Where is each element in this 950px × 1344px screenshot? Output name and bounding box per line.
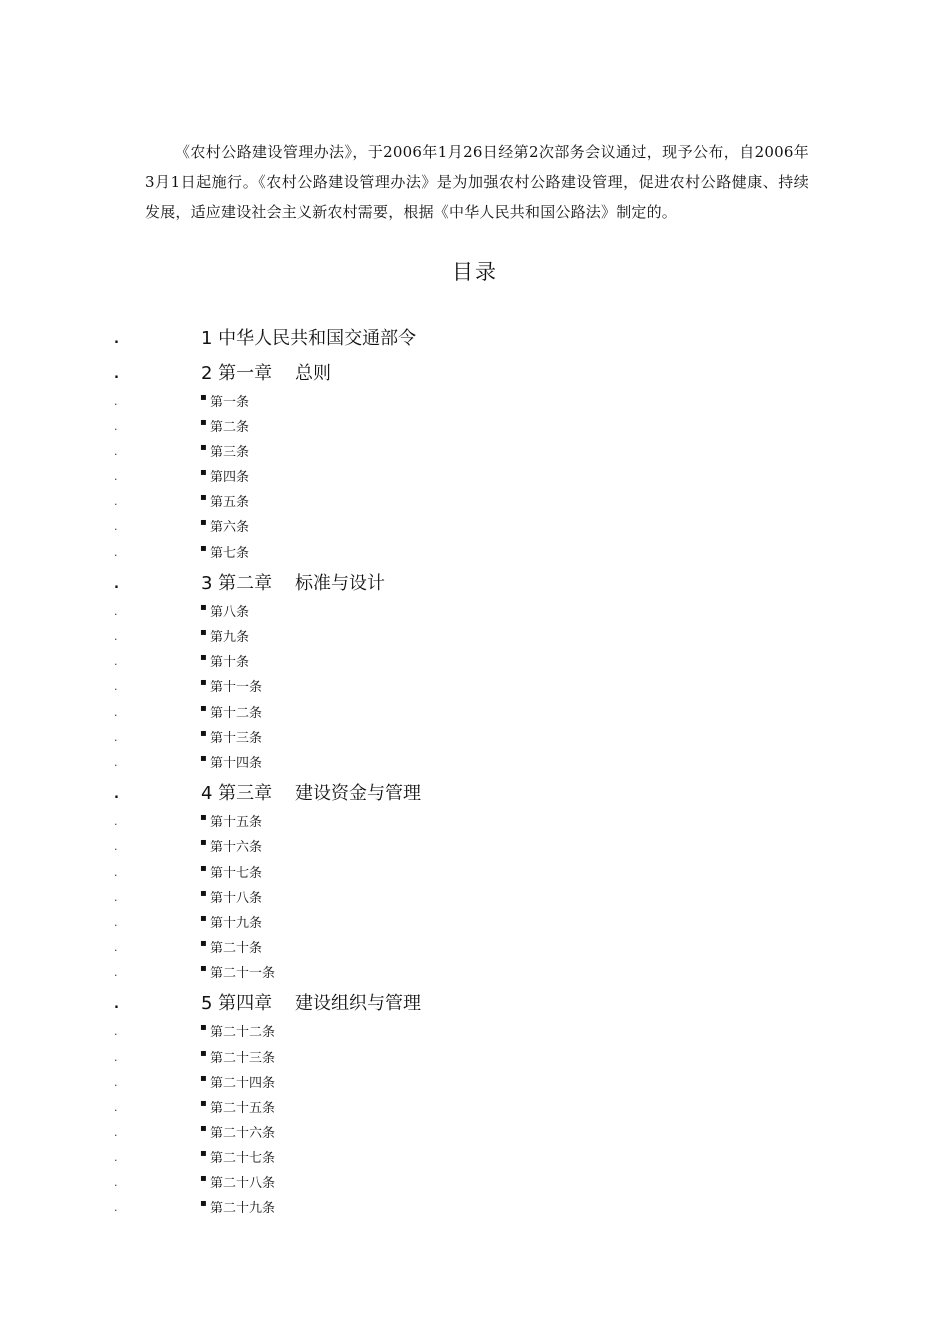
leader-dot: .	[114, 890, 118, 904]
toc-article-item[interactable]	[0, 487, 950, 512]
bullet-icon: ▪	[200, 962, 207, 974]
toc-article-item[interactable]	[0, 723, 950, 748]
leader-dot: .	[114, 605, 118, 619]
leader-dot: .	[114, 495, 118, 509]
toc-article-item[interactable]	[0, 908, 950, 933]
leader-dot: .	[114, 470, 118, 484]
bullet-icon: ▪	[200, 702, 207, 714]
leader-dot: .	[114, 1125, 118, 1139]
toc-article-item[interactable]	[0, 597, 950, 622]
toc-article-label: 第二十二条	[210, 1025, 276, 1041]
bullet-icon: ▪	[200, 417, 207, 429]
toc-article-label: 第十七条	[210, 865, 263, 881]
toc-article-label: 第二十七条	[210, 1150, 276, 1166]
toc-article-item[interactable]	[0, 1193, 950, 1218]
leader-dot: .	[114, 996, 119, 1012]
toc-article-label: 第五条	[210, 495, 250, 511]
toc-article-label: 第十九条	[210, 915, 263, 931]
toc-article-label: 第十五条	[210, 815, 263, 831]
leader-dot: .	[114, 730, 118, 744]
toc-article-label: 第十四条	[210, 755, 263, 771]
leader-dot: .	[114, 786, 119, 802]
bullet-icon: ▪	[200, 677, 207, 689]
toc-chapter-label: 5 第四章 建设组织与管理	[201, 992, 422, 1014]
toc-title: 目录	[452, 260, 498, 284]
toc-article-item[interactable]	[0, 807, 950, 832]
toc-article-label: 第十三条	[210, 730, 263, 746]
toc-chapter-label: 3 第二章 标准与设计	[201, 572, 386, 594]
toc-chapter-item[interactable]	[0, 773, 950, 808]
toc-article-item[interactable]	[0, 437, 950, 462]
toc-article-item[interactable]	[0, 412, 950, 437]
bullet-icon: ▪	[200, 862, 207, 874]
toc-article-item[interactable]	[0, 858, 950, 883]
bullet-icon: ▪	[200, 467, 207, 479]
leader-dot: .	[114, 520, 118, 534]
bullet-icon: ▪	[200, 1022, 207, 1034]
toc-article-label: 第二十条	[210, 940, 263, 956]
bullet-icon: ▪	[200, 752, 207, 764]
bullet-icon: ▪	[200, 1198, 207, 1210]
toc-article-item[interactable]	[0, 883, 950, 908]
leader-dot: .	[114, 445, 118, 459]
bullet-icon: ▪	[200, 627, 207, 639]
toc-article-item[interactable]	[0, 933, 950, 958]
bullet-icon: ▪	[200, 1147, 207, 1159]
toc-chapter-item[interactable]	[0, 563, 950, 598]
leader-dot: .	[114, 366, 119, 382]
toc-article-label: 第十一条	[210, 680, 263, 696]
toc-article-label: 第六条	[210, 520, 250, 536]
toc-article-item[interactable]	[0, 387, 950, 412]
toc-article-item[interactable]	[0, 1118, 950, 1143]
toc-article-item[interactable]	[0, 958, 950, 983]
leader-dot: .	[114, 940, 118, 954]
bullet-icon: ▪	[200, 1072, 207, 1084]
toc-chapter-item[interactable]	[0, 353, 950, 388]
bullet-icon: ▪	[200, 812, 207, 824]
toc-chapter-label: 1 中华人民共和国交通部令	[201, 328, 417, 349]
toc-article-item[interactable]	[0, 832, 950, 857]
bullet-icon: ▪	[200, 837, 207, 849]
leader-dot: .	[114, 1150, 118, 1164]
bullet-icon: ▪	[200, 517, 207, 529]
leader-dot: .	[114, 840, 118, 854]
toc-article-label: 第二十九条	[210, 1201, 276, 1217]
leader-dot: .	[114, 815, 118, 829]
toc-article-label: 第十二条	[210, 705, 263, 721]
toc-chapter-label: 4 第三章 建设资金与管理	[201, 782, 422, 804]
toc-chapter-item[interactable]	[0, 983, 950, 1018]
leader-dot: .	[114, 705, 118, 719]
bullet-icon: ▪	[200, 602, 207, 614]
toc-article-item[interactable]	[0, 1017, 950, 1042]
toc-article-label: 第二十八条	[210, 1176, 276, 1192]
leader-dot: .	[114, 1176, 118, 1190]
toc-article-item[interactable]	[0, 538, 950, 563]
toc-article-label: 第二十一条	[210, 965, 276, 981]
bullet-icon: ▪	[200, 392, 207, 403]
toc-article-label: 第七条	[210, 545, 250, 561]
toc-article-label: 第九条	[210, 630, 250, 646]
leader-dot: .	[114, 420, 118, 434]
leader-dot: .	[114, 1025, 118, 1039]
leader-dot: .	[114, 576, 119, 592]
bullet-icon: ▪	[200, 542, 207, 554]
toc-article-label: 第十条	[210, 655, 250, 671]
leader-dot: .	[114, 395, 118, 408]
toc-article-label: 第四条	[210, 470, 250, 486]
bullet-icon: ▪	[200, 652, 207, 664]
leader-dot: .	[114, 1100, 118, 1114]
toc-article-item[interactable]	[0, 622, 950, 647]
leader-dot: .	[114, 680, 118, 694]
leader-dot: .	[114, 655, 118, 669]
toc-article-item[interactable]	[0, 1143, 950, 1168]
toc-article-label: 第十六条	[210, 840, 263, 856]
toc-chapter-label: 2 第一章 总则	[201, 362, 332, 384]
bullet-icon: ▪	[200, 1097, 207, 1109]
toc-article-item[interactable]	[0, 462, 950, 487]
toc-article-label: 第三条	[210, 445, 250, 461]
leader-dot: .	[114, 755, 118, 769]
leader-dot: .	[114, 965, 118, 979]
leader-dot: .	[114, 1075, 118, 1089]
toc-article-item[interactable]	[0, 698, 950, 723]
toc-article-label: 第十八条	[210, 890, 263, 906]
toc-article-item[interactable]	[0, 1068, 950, 1093]
bullet-icon: ▪	[200, 727, 207, 739]
leader-dot: .	[114, 915, 118, 929]
leader-dot: .	[114, 630, 118, 644]
toc-article-item[interactable]	[0, 748, 950, 773]
leader-dot: .	[114, 865, 118, 879]
bullet-icon: ▪	[200, 1173, 207, 1185]
toc-article-label: 第二条	[210, 420, 250, 436]
toc-article-item[interactable]	[0, 1168, 950, 1193]
leader-dot: .	[114, 1201, 118, 1215]
intro-paragraph: 《农村公路建设管理办法》，于2006年1月26日经第2次部务会议通过，现予公布，自2006年3月1日起施行。《农村公路建设管理办法》是为加强农村公路建设管理，促进农村公路健康、持续发展，适应建设社会主义新农村需要，根据《中华人民共和国公路法》制定的。	[145, 143, 809, 221]
bullet-icon: ▪	[200, 887, 207, 899]
toc-article-label: 第八条	[210, 605, 250, 621]
toc-article-label: 第二十六条	[210, 1125, 276, 1141]
toc-article-item[interactable]	[0, 512, 950, 537]
bullet-icon: ▪	[200, 492, 207, 504]
bullet-icon: ▪	[200, 1122, 207, 1134]
leader-dot: .	[114, 545, 118, 559]
toc-chapter-item[interactable]	[0, 318, 950, 353]
bullet-icon: ▪	[200, 442, 207, 454]
toc-article-label: 第二十五条	[210, 1100, 276, 1116]
toc-article-label: 第二十三条	[210, 1050, 276, 1066]
toc-article-item[interactable]	[0, 1093, 950, 1118]
leader-dot: .	[114, 1050, 118, 1064]
toc-article-item[interactable]	[0, 1043, 950, 1068]
bullet-icon: ▪	[200, 937, 207, 949]
toc-article-item[interactable]	[0, 647, 950, 672]
table-of-contents	[0, 318, 950, 1218]
toc-article-label: 第一条	[210, 395, 250, 410]
toc-article-label: 第二十四条	[210, 1075, 276, 1091]
bullet-icon: ▪	[200, 1047, 207, 1059]
bullet-icon: ▪	[200, 912, 207, 924]
leader-dot: .	[114, 332, 119, 347]
toc-article-item[interactable]	[0, 672, 950, 697]
